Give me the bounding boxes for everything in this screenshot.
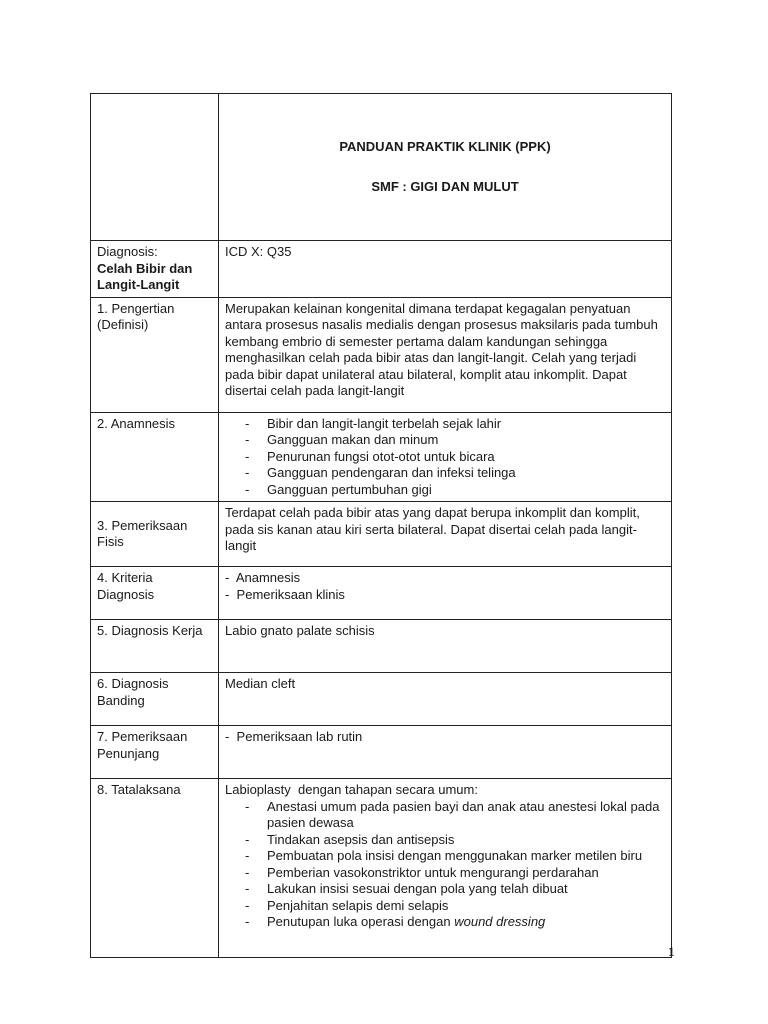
document-subtitle: SMF : GIGI DAN MULUT xyxy=(371,179,519,194)
kriteria-value-cell xyxy=(219,567,672,620)
diagnosis-name: Celah Bibir dan Langit-Langit xyxy=(97,260,193,292)
list-item xyxy=(245,914,665,931)
tatalaksana-list xyxy=(225,799,665,931)
row-pemeriksaan-penunjang xyxy=(91,726,672,779)
kerja-value: Labio gnato palate schisis xyxy=(219,620,672,673)
list-item: - Gangguan pertumbuhan gigi xyxy=(245,482,665,499)
fisis-label: 3. Pemeriksaan Fisis xyxy=(91,502,219,567)
row-kriteria-diagnosis xyxy=(91,567,672,620)
list-item: - Penjahitan selapis demi selapis xyxy=(245,898,665,915)
diagnosis-label-cell xyxy=(91,241,219,298)
list-item: - Anamnesis xyxy=(225,570,301,585)
kerja-label: 5. Diagnosis Kerja xyxy=(91,620,219,673)
fisis-value: Terdapat celah pada bibir atas yang dapat berupa inkomplit dan komplit, pada sis kanan atau kiri serta bilateral. Dapat disertai celah pada langit-langit xyxy=(219,502,672,567)
page-number: 1 xyxy=(668,944,675,959)
row-diagnosis-kerja xyxy=(91,620,672,673)
document-title: PANDUAN PRAKTIK KLINIK (PPK) xyxy=(339,138,551,154)
list-item: - Gangguan pendengaran dan infeksi telinga xyxy=(245,465,665,482)
row-pemeriksaan-fisis xyxy=(91,502,672,567)
list-item-emphasis: wound dressing xyxy=(454,914,546,929)
anamnesis-label: 2. Anamnesis xyxy=(91,412,219,502)
tatalaksana-label: 8. Tatalaksana xyxy=(91,779,219,958)
row-tatalaksana xyxy=(91,779,672,958)
header-empty-cell xyxy=(91,94,219,241)
kriteria-list xyxy=(225,570,665,603)
list-item: - Anestasi umum pada pasien bayi dan anak atau anestesi lokal pada pasien dewasa xyxy=(245,799,665,832)
anamnesis-value-cell xyxy=(219,412,672,502)
list-item: - Penurunan fungsi otot-otot untuk bicara xyxy=(245,449,665,466)
list-item: - Pemeriksaan klinis xyxy=(225,586,345,602)
tatalaksana-intro: Labioplasty dengan tahapan secara umum: xyxy=(225,782,478,797)
list-item: - Tindakan asepsis dan antisepsis xyxy=(245,832,665,849)
list-item: - Lakukan insisi sesuai dengan pola yang telah dibuat xyxy=(245,881,665,898)
list-item: - Gangguan makan dan minum xyxy=(245,432,665,449)
list-item: - Pemberian vasokonstriktor untuk mengurangi perdarahan xyxy=(245,865,665,882)
list-item-text: Penutupan luka operasi dengan xyxy=(267,914,455,929)
banding-label: 6. Diagnosis Banding xyxy=(91,673,219,726)
anamnesis-list xyxy=(225,416,665,499)
header-row xyxy=(91,94,672,241)
tatalaksana-value-cell xyxy=(219,779,672,958)
penunjang-value: - Pemeriksaan lab rutin xyxy=(219,726,672,779)
row-pengertian xyxy=(91,297,672,412)
row-anamnesis xyxy=(91,412,672,502)
row-diagnosis-banding xyxy=(91,673,672,726)
diagnosis-value: ICD X: Q35 xyxy=(219,241,672,298)
kriteria-label: 4. Kriteria Diagnosis xyxy=(91,567,219,620)
penunjang-label: 7. Pemeriksaan Penunjang xyxy=(91,726,219,779)
header-cell xyxy=(219,94,672,241)
ppk-table xyxy=(90,93,672,958)
list-item: - Bibir dan langit-langit terbelah sejak lahir xyxy=(245,416,665,433)
row-diagnosis xyxy=(91,241,672,298)
pengertian-label: 1. Pengertian (Definisi) xyxy=(91,297,219,412)
pengertian-value: Merupakan kelainan kongenital dimana terdapat kegagalan penyatuan antara prosesus nasalis medialis dengan prosesus maksilaris pada tumbuh kembang embrio di semester pertama dalam kandungan sehingga menghasilkan celah pada bibir atas dan langit-langit. Celah yang terjadi pada bibir dapat unilateral atau bilateral, komplit atau inkomplit. Dapat disertai celah pada langit-langit xyxy=(219,297,672,412)
banding-value: Median cleft xyxy=(219,673,672,726)
list-item: - Pembuatan pola insisi dengan menggunakan marker metilen biru xyxy=(245,848,665,865)
diagnosis-label: Diagnosis: xyxy=(97,244,158,259)
